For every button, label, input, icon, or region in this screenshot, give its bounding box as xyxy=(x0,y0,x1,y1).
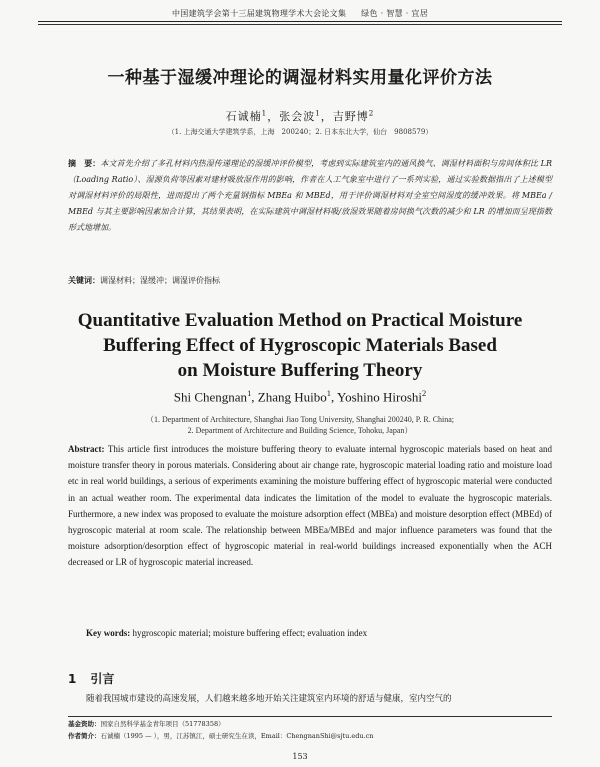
cn-abstract-text: 本文首先介绍了多孔材料内热湿传递理论的湿缓冲评价模型，考虑到实际建筑室内的通风换气、调湿材料面积与房间体积比 LR（Loading Ratio）、湿源负荷等因素对建材吸放湿作用的影响，作者在人工气象室中进行了一系列实验，通过实验数据指出了上述模型对调湿材料评价的局限性，进而提出了两个充量钢指标 MBEa 和 MBEd，用于评价调湿材料对全室空间湿度的缓冲效果。将 MBEa / MBEd 与其主要影响因素加合计算，其结果表明，在实际建筑中调湿材料吸/放湿效果随着房间换气次数的减少和 LR 的增加而呈现指数形式地增加。 xyxy=(68,159,553,232)
body-paragraph: 随着我国城市建设的高速发展，人们越来越多地开始关注建筑室内环境的舒适与健康，室内空气的 xyxy=(86,694,452,704)
footnote-author xyxy=(68,732,552,741)
english-keywords xyxy=(86,628,552,638)
chinese-authors: 石诚楠$^1$，张会波$^1$，吉野博$^2$ xyxy=(225,108,375,123)
en-affiliation-line-2: 2. Department of Architecture and Building Science, Tohoku, Japan） xyxy=(187,426,413,435)
cn-author-3: 吉野博 xyxy=(332,110,369,123)
section-title: 引言 xyxy=(90,672,115,686)
en-author-3: Yoshino Hiroshi xyxy=(337,389,423,405)
chinese-title: 一种基于湿缓冲理论的调湿材料实用量化评价方法 xyxy=(107,68,493,88)
en-keywords-text: hygroscopic material; moisture buffering effect; evaluation index xyxy=(132,628,368,638)
chinese-affiliation: （1. 上海交通大学建筑学系，上海 200240；2. 日本东北大学，仙台 9808579） xyxy=(167,128,433,136)
footnote-fund-text: 国家自然科学基金青年项目（51778358） xyxy=(100,720,225,728)
en-title-line-1: Quantitative Evaluation Method on Practical Moisture xyxy=(77,310,523,331)
en-author-1-sup: 1 xyxy=(247,388,252,398)
header-rule xyxy=(38,21,562,22)
section-number: 1 xyxy=(68,672,77,686)
cn-author-1-sup: 1 xyxy=(261,108,268,118)
en-title-line-3: on Moisture Buffering Theory xyxy=(177,360,423,381)
english-abstract xyxy=(68,441,552,571)
chinese-keywords xyxy=(68,274,552,288)
cn-author-2: 张会波 xyxy=(279,110,316,123)
header-rule-thin xyxy=(38,24,562,25)
en-abstract-text: This article first introduces the moisture buffering theory to evaluate internal hygroscopic materials based on heat and moisture transfer theory in porous materials. Considering about air change rate, hygroscopic material loading ratio and moisture load etc in real world buildings, a serious of experiments examining the moisture buffering effect of hygroscopic material were conducted in an actual weather room. The experimental data indicates the limitation of the model to evaluate the hygroscopic materials. Furthermore, a new index was proposed to evaluate the moisture adsorption effect (MBEa) and moisture desorption effect (MBEd) of hygroscopic material at room scale. The relationship between MBEa/MBEd and major influence parameters was found that the moisture adsorption/desorption effect of hygroscopic material in real-world buildings increased exponentially when the ACH decreased or LR of hygroscopic material increased. xyxy=(68,444,552,568)
en-author-3-sup: 2 xyxy=(422,388,427,398)
en-author-2: Zhang Huibo xyxy=(257,389,327,405)
cn-keywords-text: 调湿材料；湿缓冲；调湿评价指标 xyxy=(100,276,220,285)
en-author-1: Shi Chengnan xyxy=(173,389,248,405)
cn-author-3-sup: 2 xyxy=(368,108,375,118)
running-header xyxy=(40,8,560,19)
footnote-author-text: 石诚楠（1995 — ），男，江苏镇江，硕士研究生在读，Email：ChengnanShi@sjtu.edu.cn xyxy=(100,732,374,740)
cn-abstract-label: 摘 要： xyxy=(68,159,101,168)
running-header-left: 中国建筑学会第十三届建筑物理学术大会论文集 xyxy=(171,9,347,18)
english-title xyxy=(30,308,570,383)
en-title-line-2: Buffering Effect of Hygroscopic Materials Based xyxy=(103,335,497,356)
footnote-fund xyxy=(68,720,552,729)
en-affiliation-line-1: （1. Department of Architecture, Shanghai Jiao Tong University, Shanghai 200240, P. R. China; xyxy=(145,415,455,424)
chinese-abstract xyxy=(68,156,552,236)
en-author-2-sup: 1 xyxy=(326,388,331,398)
cn-author-1: 石诚楠 xyxy=(225,110,262,123)
english-affiliation xyxy=(30,414,570,436)
cn-author-2-sup: 1 xyxy=(315,108,321,118)
section-heading xyxy=(68,670,114,687)
english-authors: Shi Chengnan$^1$, Zhang Huibo$^1$, Yoshino Hiroshi$^2$ xyxy=(173,388,427,405)
footnote-fund-label: 基金资助： xyxy=(68,720,101,728)
footnote-author-label: 作者简介： xyxy=(68,732,101,740)
en-keywords-label: Key words: xyxy=(86,628,131,638)
page-number: 153 xyxy=(292,752,308,761)
running-header-right: 绿色 · 智慧 · 宜居 xyxy=(361,9,428,18)
footnote-rule xyxy=(68,716,552,717)
cn-keywords-label: 关键词： xyxy=(68,276,100,285)
en-abstract-label: Abstract: xyxy=(68,444,105,454)
